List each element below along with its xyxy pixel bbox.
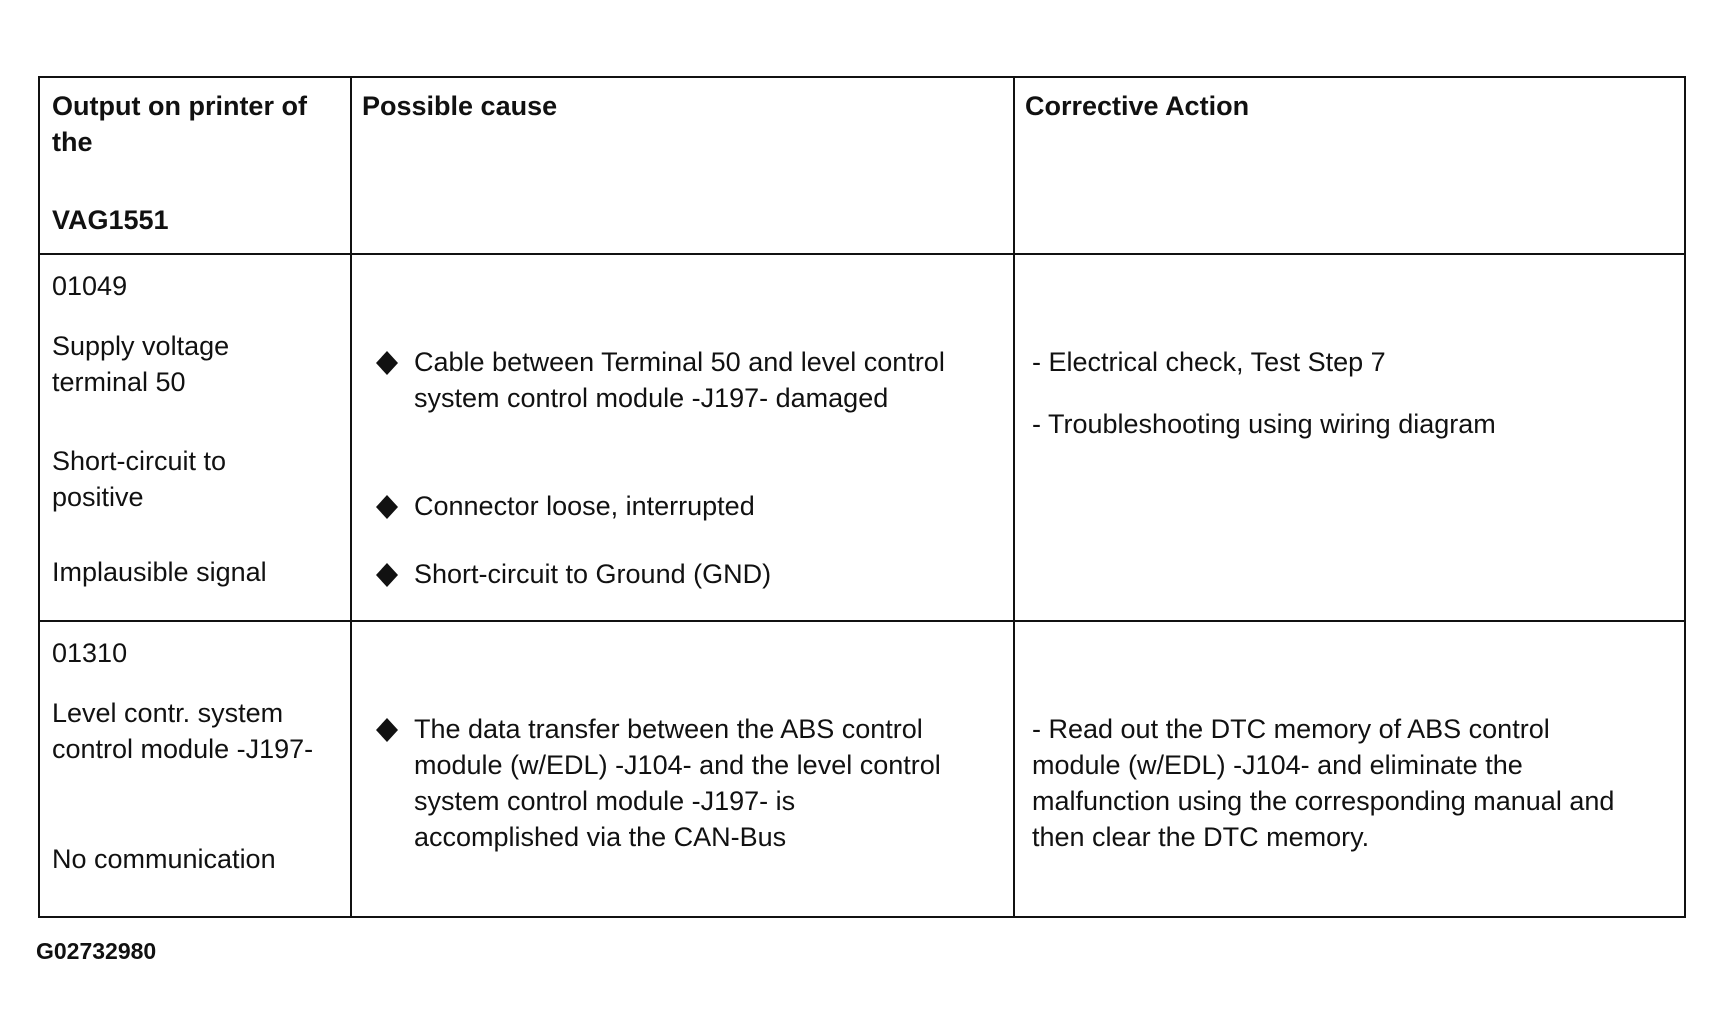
header-output-line-3: VAG1551 [52,205,169,235]
row-1-cause-line: Connector loose, interrupted [414,491,755,521]
row-2-action-line: - Read out the DTC memory of ABS control [1032,714,1550,744]
row-1-cause-line: Short-circuit to Ground (GND) [414,559,772,589]
column-divider [1013,78,1015,916]
row-1-cause-line: system control module -J197- damaged [414,383,889,413]
header-corrective-action: Corrective Action [1025,91,1250,121]
row-1-action-line: - Troubleshooting using wiring diagram [1032,409,1496,439]
row-1-output-line: terminal 50 [52,367,186,397]
row-2-action-line: malfunction using the corresponding manual and [1032,786,1615,816]
diagnostic-table [38,76,1686,918]
row-2-cause-line: system control module -J197- is [414,786,796,816]
row-2-output-line: control module -J197- [52,734,314,764]
figure-id: G02732980 [36,938,157,964]
row-2-action-line: module (w/EDL) -J104- and eliminate the [1032,750,1523,780]
row-1-output-line: Supply voltage [52,331,230,361]
row-2-cause-line: The data transfer between the ABS control [414,714,923,744]
header-output-line-2: the [52,127,93,157]
row-divider [40,620,1684,622]
row-1-output-line: Implausible signal [52,557,267,587]
row-1-output-line: positive [52,482,144,512]
row-1-output-line: Short-circuit to [52,446,227,476]
row-2-code: 01310 [52,638,128,668]
row-1-cause-line: Cable between Terminal 50 and level control [414,347,945,377]
row-2-cause-line: module (w/EDL) -J104- and the level control [414,750,941,780]
diamond-bullet-icon [374,717,400,743]
row-2-output-line: No communication [52,844,276,874]
header-possible-cause: Possible cause [362,91,558,121]
row-1-action-line: - Electrical check, Test Step 7 [1032,347,1386,377]
row-2-output-line: Level contr. system [52,698,284,728]
row-divider [40,253,1684,255]
row-2-action-line: then clear the DTC memory. [1032,822,1370,852]
header-output-line-1: Output on printer of [52,91,307,121]
diamond-bullet-icon [374,350,400,376]
column-divider [350,78,352,916]
diamond-bullet-icon [374,494,400,520]
diamond-bullet-icon [374,562,400,588]
row-1-code: 01049 [52,271,128,301]
row-2-cause-line: accomplished via the CAN-Bus [414,822,787,852]
